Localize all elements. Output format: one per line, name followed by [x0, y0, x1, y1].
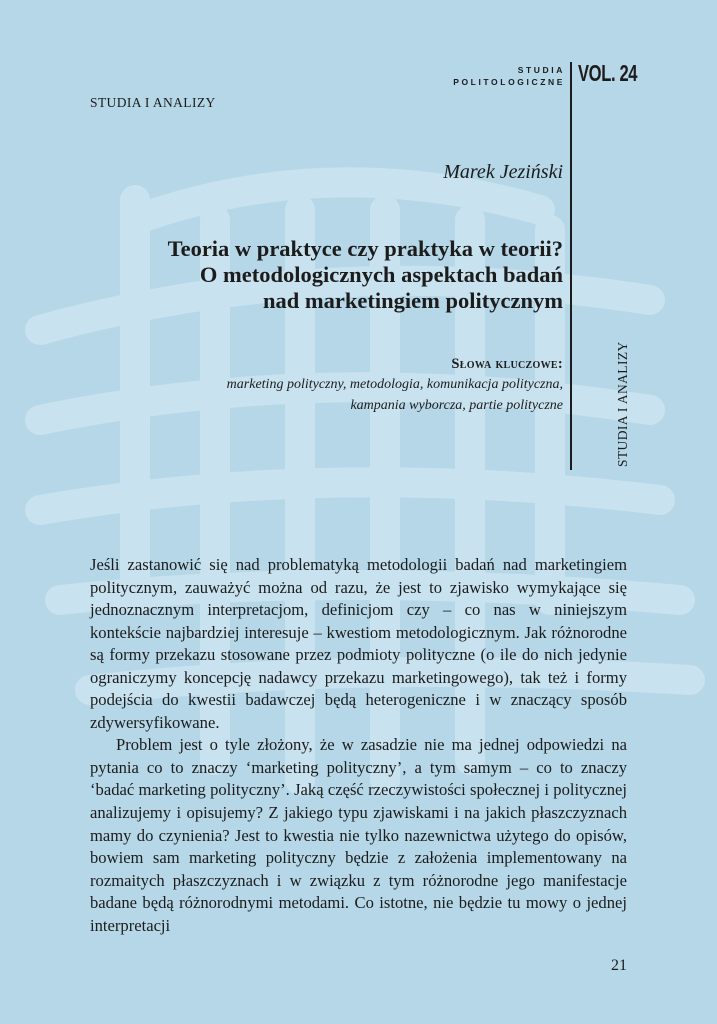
volume-label: VOL. 24	[578, 60, 638, 86]
article-author: Marek Jeziński	[443, 161, 563, 183]
keywords-heading: Słowa kluczowe:	[451, 356, 563, 372]
journal-name	[453, 64, 565, 88]
section-label: STUDIA I ANALIZY	[90, 95, 216, 110]
body-paragraph: Problem jest o tyle złożony, że w zasadzie nie ma jednej odpowiedzi na pytania co to znaczy ‘marketing polityczny’, a tym samym – co to znaczy ‘badać marketing polityczny’. Jaką część rzeczywistości społecznej i politycznej analizujemy i opisujemy? Z jakiego typu zjawiskami i na jakich płaszczyznach mamy do czynienia? Jest to kwestia nie tylko nazewnictwa użytego do opisów, bowiem sam marketing polityczny będzie z założenia implementowany na rozmaitych płaszczyznach i w związku z tym różnorodne jego manifestacje badane będą różnorodnymi metodami. Co istotne, nie będzie tu mowy o jednej interpretacji	[90, 735, 627, 935]
journal-name-line2: POLITOLOGICZNE	[453, 77, 565, 87]
article-body	[90, 554, 627, 937]
page-number: 21	[611, 957, 627, 974]
keywords-line: kampania wyborcza, partie polityczne	[350, 397, 563, 413]
title-line: Teoria w praktyce czy praktyka w teorii?	[167, 236, 563, 261]
keywords-line: marketing polityczny, metodologia, komunikacja polityczna,	[226, 377, 563, 392]
vertical-section-label: STUDIA I ANALIZY	[615, 341, 630, 467]
body-paragraph: Jeśli zastanowić się nad problematyką metodologii badań nad marketingiem politycznym, zauważyć można od razu, że jest to zjawisko wymykające się jednoznacznym interpretacjom, definicjom czy – co nas w niniejszym kontekście najbardziej interesuje – kwestiom metodologicznym. Jak różnorodne są formy przekazu stosowane przez podmioty polityczne (o ile do nich jedynie ograniczymy koncepcję nadawcy przekazu marketingowego), tak też i formy podejścia do kwestii badawczej będą heterogeniczne i w znaczący sposób zdywersyfikowane.	[90, 555, 627, 732]
title-line: nad marketingiem politycznym	[263, 288, 563, 313]
keywords-list	[163, 375, 563, 416]
journal-name-line1: STUDIA	[517, 65, 565, 75]
header-divider	[570, 62, 572, 470]
article-title	[83, 236, 563, 314]
title-line: O metodologicznych aspektach badań	[199, 262, 563, 287]
